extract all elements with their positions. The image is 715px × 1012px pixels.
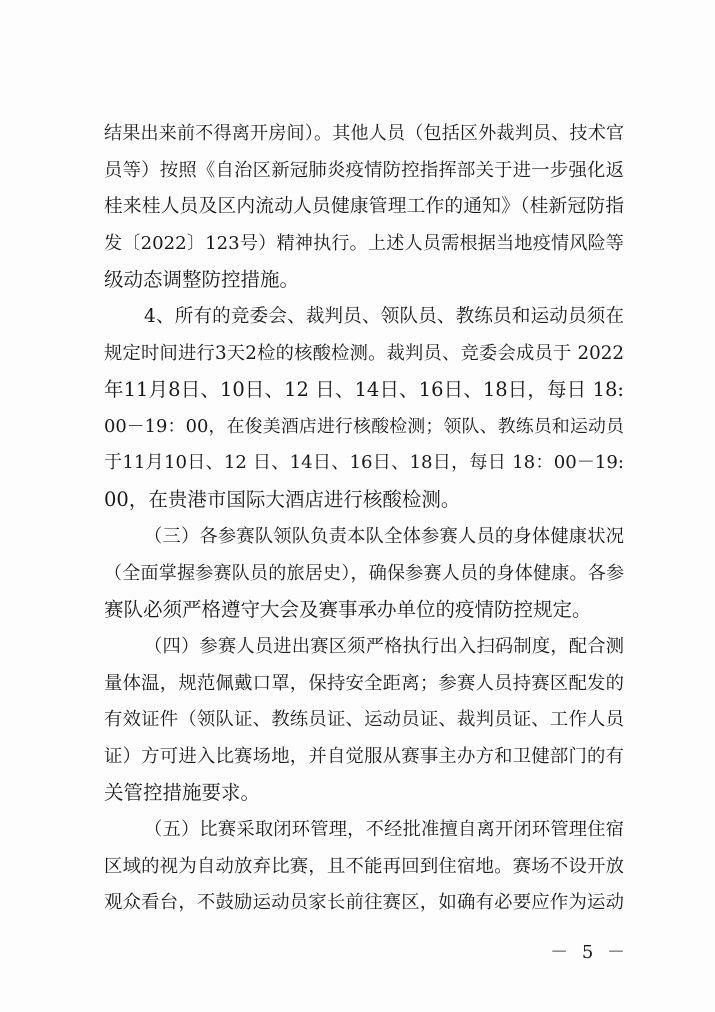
text-line: 结果出来前不得离开房间）。其他人员（包括区外裁判员、技术官 <box>104 123 624 144</box>
text-line: 00，在贵港市国际大酒店进行核酸检测。 <box>104 487 461 511</box>
text-line: 发〔2022〕123号）精神执行。上述人员需根据当地疫情风险等 <box>104 232 624 254</box>
paragraph-4 <box>104 629 624 812</box>
text-line: 4、所有的竞委会、裁判员、领队员、教练员和运动员须在 <box>144 306 624 327</box>
paragraph-3 <box>104 519 624 629</box>
text-line: 员等）按照《自治区新冠肺炎疫情防控指挥部关于进一步强化返 <box>104 159 624 181</box>
text-line: 级动态调整防控措施。 <box>104 268 300 292</box>
text-line: 关管控措施要求。 <box>104 781 261 805</box>
text-line: 00－19：00，在俊美酒店进行核酸检测；领队、教练员和运动员 <box>104 415 624 437</box>
paragraph-2 <box>104 299 624 519</box>
text-line: 规定时间进行3天2检的核酸检测。裁判员、竞委会成员于 2022 <box>104 342 624 364</box>
text-line: 有效证件（领队证、教练员证、运动员证、裁判员证、工作人员 <box>104 709 624 731</box>
text-line: 年11月8日、10日、12 日、14日、16日、18日，每日 18: <box>104 378 624 402</box>
text-line: 量体温，规范佩戴口罩，保持安全距离；参赛人员持赛区配发的 <box>104 672 624 694</box>
text-line: 于11月10日、12 日、14日、16日、18日，每日 18：00－19: <box>104 452 624 474</box>
text-line: 证）方可进入比赛场地，并自觉服从赛事主办方和卫健部门的有 <box>104 745 624 767</box>
text-line: （三）各参赛队领队负责本队全体参赛人员的身体健康状况 <box>144 526 624 547</box>
text-line: 观众看台，不鼓励运动员家长前往赛区，如确有必要应作为运动 <box>104 892 624 914</box>
text-line: 桂来桂人员及区内流动人员健康管理工作的通知》（桂新冠防指 <box>104 196 624 218</box>
text-line: （全面掌握参赛队员的旅居史），确保参赛人员的身体健康。各参 <box>104 562 624 584</box>
text-line: 赛队必须严格遵守大会及赛事承办单位的疫情防控规定。 <box>104 598 592 622</box>
text-line: （四）参赛人员进出赛区须严格执行出入扫码制度，配合测 <box>144 636 624 657</box>
paragraph-5 <box>104 812 624 922</box>
text-line: （五）比赛采取闭环管理，不经批准擅自离开闭环管理住宿 <box>144 819 624 840</box>
paragraph-1 <box>104 116 624 299</box>
page-number: － 5 － <box>550 942 629 963</box>
text-line: 区域的视为自动放弃比赛，且不能再回到住宿地。赛场不设开放 <box>104 855 624 877</box>
